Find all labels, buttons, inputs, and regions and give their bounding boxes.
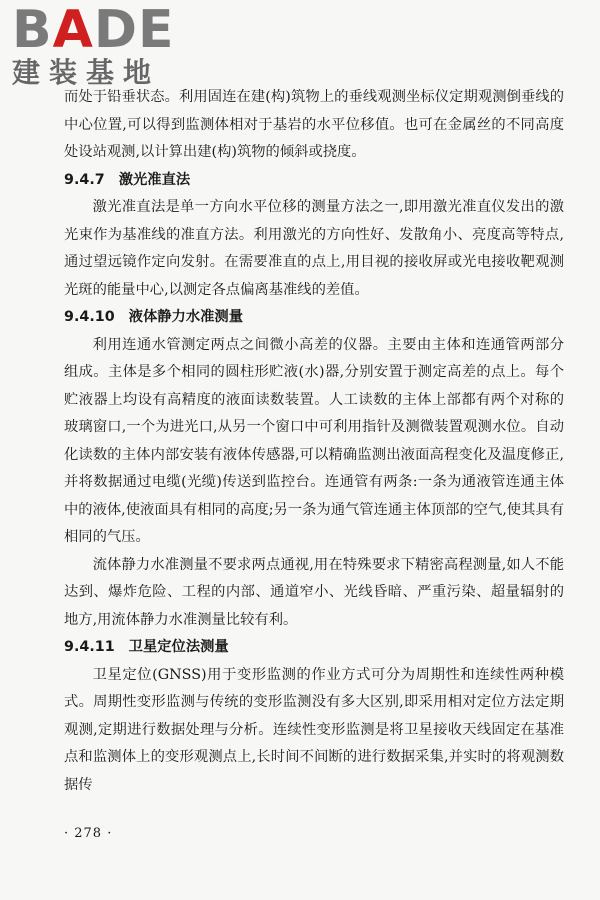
page-body — [64, 84, 564, 799]
section-heading-9411 — [64, 634, 564, 662]
paragraph-gnss: 卫星定位(GNSS)用于变形监测的作业方式可分为周期性和连续性两种模式。周期性变形监测与传统的变形监测没有多大区别,即采用相对定位方法定期观测,定期进行数据处理与分析。连续性变形监测是将卫星接收天线固定在基准点和监测体上的变形观测点上,长时间不间断的进行数据采集,并实时的将观测数据传 — [64, 666, 564, 793]
section-title: 激光准直法 — [118, 171, 191, 188]
paragraph-hydrostatic-2: 流体静力水准测量不要求两点通视,用在特殊要求下精密高程测量,如人不能达到、爆炸危险、工程的内部、通道窄小、光线昏暗、严重污染、超量辐射的地方,用流体静力水准测量比较有利。 — [64, 556, 564, 628]
section-title: 卫星定位法测量 — [128, 639, 229, 655]
logo-subtitle: 建装基地 — [12, 56, 161, 89]
page-number: · 278 · — [64, 826, 113, 841]
section-number: 9.4.11 — [64, 639, 115, 655]
paragraph-hydrostatic-1: 利用连通水管测定两点之间微小高差的仪器。主要由主体和连通管两部分组成。主体是多个相同的圆柱形贮液(水)器,分别安置于测定高差的点上。每个贮液器上均设有高精度的液面读数装置。人工读数的主体上部都有两个对称的玻璃窗口,一个为进光口,从另一个窗口中可利用指针及测微装置观测水位。自动化读数的主体内部安装有液体传感器,可以精确监测出液面高程变化及温度修正,并将数据通过电缆(光缆)传送到监控台。连通管有两条:一条为通液管连通主体中的液体,使液面具有相同的高度;另一条为通气管连通主体顶部的空气,使其具有相同的气压。 — [64, 336, 564, 545]
section-title: 液体静力水准测量 — [128, 309, 244, 325]
section-heading-947 — [64, 167, 564, 195]
section-heading-9410 — [64, 304, 564, 332]
logo-wordmark: BADE — [12, 0, 175, 60]
paragraph-laser-alignment: 激光准直法是单一方向水平位移的测量方法之一,即用激光准直仪发出的激光束作为基准线的准直方法。利用激光的方向性好、发散角小、亮度高等特点,通过望远镜作定向发射。在需要准直的点上,用目视的接收屏或光电接收靶观测光斑的能量中心,以测定各点偏离基准线的差值。 — [64, 199, 564, 298]
section-number: 9.4.10 — [64, 309, 115, 325]
logo — [12, 0, 182, 90]
paragraph-continuation: 而处于铅垂状态。利用固连在建(构)筑物上的垂线观测坐标仪定期观测倒垂线的中心位置,可以得到监测体相对于基岩的水平位移值。也可在金属丝的不同高度处设站观测,以计算出建(构)筑物的倾斜或挠度。 — [64, 89, 564, 160]
section-number: 9.4.7 — [64, 171, 105, 188]
